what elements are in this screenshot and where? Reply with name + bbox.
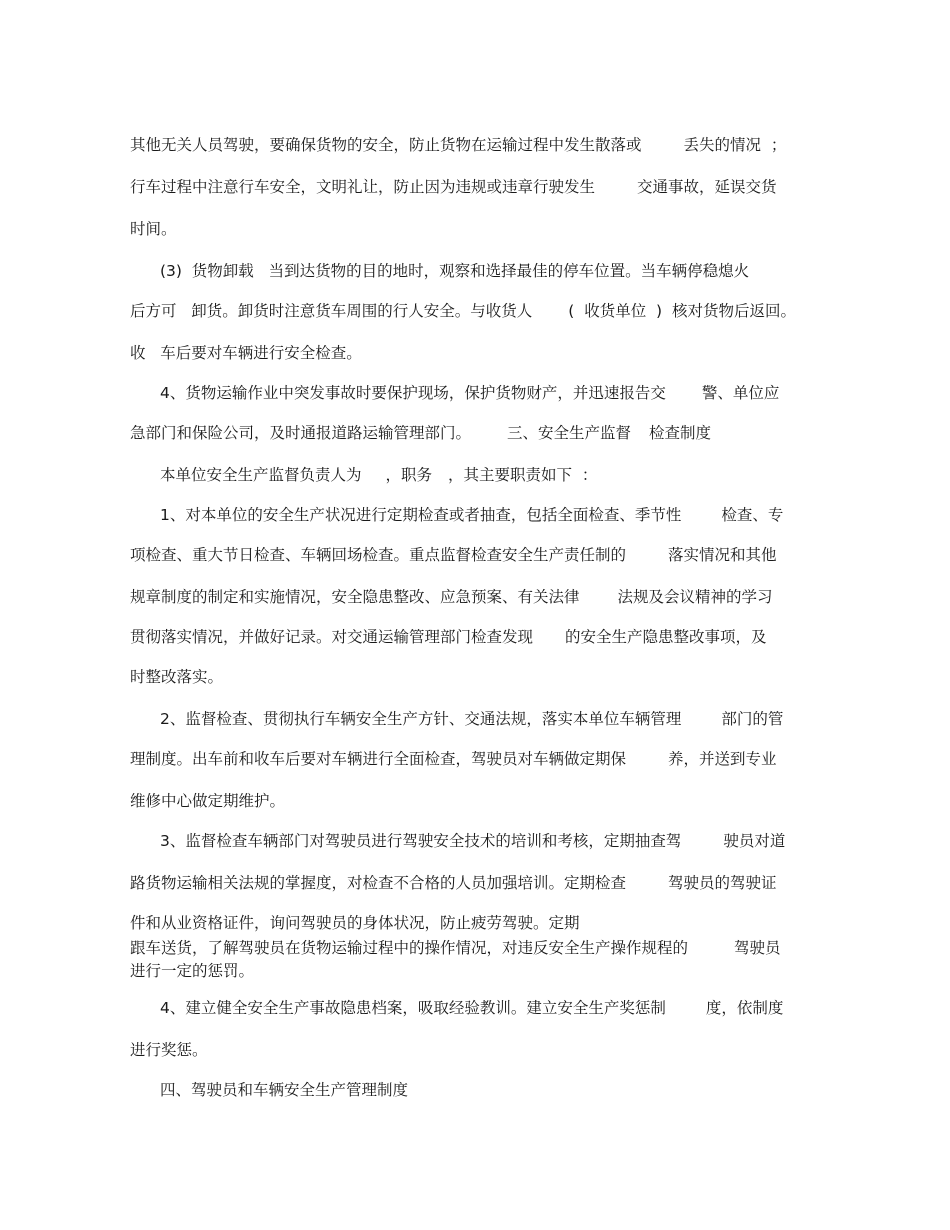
text-line [130,961,254,981]
text-run: 件和从业资格证件，询问驾驶员的身体状况，防止疲劳驾驶。定期 [130,914,580,932]
text-line [130,545,777,565]
text-run: 本单位安全生产监督负责人为 [160,466,362,484]
text-run: 急部门和保险公司，及时通报道路运输管理部门。 [130,424,472,442]
text-run: 进行奖惩。 [130,1041,208,1059]
text-line [130,873,777,893]
text-line [130,791,285,811]
text-line [160,709,783,729]
text-run: 警、单位应 [701,384,780,402]
text-run: 法规及会议精神的学习 [617,588,773,606]
text-run: 3、监督检查车辆部门对驾驶员进行驾驶安全技术的培训和考核，定期抽查驾 [160,832,682,850]
text-run: 交通事故，延误交货 [637,178,777,196]
text-line [130,301,796,321]
text-run: 时整改落实。 [130,668,224,686]
text-line [130,177,777,197]
text-run: 驾驶员 [734,939,781,957]
text-run: ，其主要职责如下 ： [448,466,598,484]
text-run: ( 收货单位 ) 核对货物后返回。 [568,302,796,320]
text-line [160,505,783,525]
text-line [130,938,781,958]
text-run: 四、驾驶员和车辆安全生产管理制度 [160,1081,409,1099]
text-line [130,627,767,647]
text-run: 规章制度的制定和实施情况，安全隐患整改、应急预案、有关法律 [130,588,580,606]
text-run: 检查制度 [649,424,712,442]
text-run: 2、监督检查、贯彻执行车辆安全生产方针、交通法规，落实本单位车辆管理 [160,710,682,728]
text-run: 收 车后要对车辆进行安全检查。 [130,344,362,362]
text-line [130,587,773,607]
text-run: 丢失的情况 ； [683,136,787,154]
text-run: 的安全生产隐患整改事项，及 [565,628,767,646]
text-line [130,667,223,687]
text-line [130,135,786,155]
text-run: 进行一定的惩罚。 [130,962,255,980]
text-run: 检查、专 [721,506,784,524]
text-run: (3) 货物卸载 当到达货物的目的地时，观察和选择最佳的停车位置。当车辆停稳熄火 [160,262,750,280]
text-line [130,343,362,363]
text-line [130,749,777,769]
text-line [130,423,711,443]
text-run: 贯彻落实情况，并做好记录。对交通运输管理部门检查发现 [130,628,534,646]
text-run: 度，依制度 [705,999,784,1017]
text-line [160,261,749,281]
text-run: 维修中心做定期维护。 [130,792,286,810]
text-line [130,913,580,933]
text-run: 跟车送货，了解驾驶员在货物运输过程中的操作情况，对违反安全生产操作规程的 [130,939,689,957]
text-run: 其他无关人员驾驶，要确保货物的安全，防止货物在运输过程中发生散落或 [130,136,642,154]
text-run: 后方可 卸货。卸货时注意货车周围的行人安全。与收货人 [130,302,533,320]
text-run: 1、对本单位的安全生产状况进行定期检查或者抽查，包括全面检查、季节性 [160,506,682,524]
text-run: 项检查、重大节日检查、车辆回场检查。重点监督检查安全生产责任制的 [130,546,627,564]
text-line [160,998,783,1018]
text-run: 路货物运输相关法规的掌握度，对检查不合格的人员加强培训。定期检查 [130,874,627,892]
text-line [160,465,597,485]
text-run: 理制度。出车前和收车后要对车辆进行全面检查，驾驶员对车辆做定期保 [130,750,627,768]
text-line [160,383,779,403]
text-run: 时间。 [130,220,177,238]
text-run: 驾驶员的驾驶证 [668,874,777,892]
text-run: 行车过程中注意行车安全，文明礼让，防止因为违规或违章行驶发生 [130,178,596,196]
text-run: 养，并送到专业 [668,750,777,768]
text-line [130,1040,208,1060]
text-line [160,831,785,851]
text-run: 4、货物运输作业中突发事故时要保护现场，保护货物财产，并迅速报告交 [160,384,666,402]
section-heading: 三、安全生产监督 [507,424,632,442]
text-run: 部门的管 [721,710,784,728]
text-run: 驶员对道 [723,832,786,850]
text-run: ，职务 [385,466,433,484]
text-run: 4、建立健全安全生产事故隐患档案，吸取经验教训。建立安全生产奖惩制 [160,999,666,1017]
text-run: 落实情况和其他 [668,546,777,564]
section-heading [160,1080,408,1100]
text-line [130,219,177,239]
